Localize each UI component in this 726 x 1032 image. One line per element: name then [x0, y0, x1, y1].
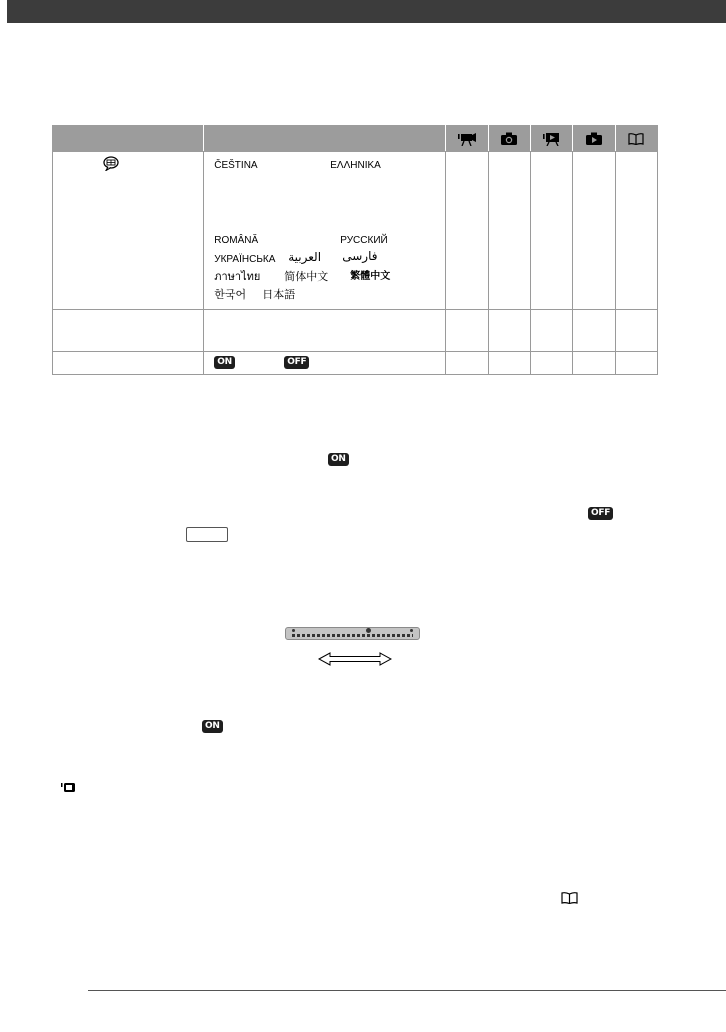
- header-photo-playback: [573, 126, 615, 152]
- table-header-row: [53, 126, 658, 152]
- header-movie-mode: [446, 126, 488, 152]
- language-option: ภาษาไทย: [214, 271, 261, 283]
- language-option: ROMÂNĂ: [214, 235, 259, 246]
- header-reference: [615, 126, 657, 152]
- movie-playback-icon: [543, 132, 561, 146]
- header-options-cell: [204, 126, 446, 152]
- scale-marker: [292, 629, 295, 632]
- photo-playback-icon: [586, 132, 602, 145]
- footer-rule: [88, 990, 726, 991]
- settings-table: [52, 125, 658, 375]
- language-option: 한국어: [214, 288, 247, 301]
- header-camera-mode: [488, 126, 530, 152]
- header-movie-playback: [530, 126, 572, 152]
- language-item-cell: [53, 152, 204, 310]
- language-option: العربية: [288, 250, 322, 264]
- language-option: РУССКИЙ: [340, 235, 388, 246]
- language-options-cell: [204, 152, 446, 310]
- speech-bubble-icon: [103, 156, 119, 171]
- scale-center-marker: [366, 628, 371, 633]
- on-badge: ON: [202, 720, 223, 733]
- language-option: ΕΛΛΗΝΙΚΑ: [330, 160, 381, 171]
- scale-marker: [410, 629, 413, 632]
- book-icon: [628, 133, 644, 145]
- language-option: 简体中文: [284, 270, 329, 283]
- movie-mode-icon: [458, 132, 476, 146]
- off-badge: OFF: [284, 356, 309, 369]
- on-badge: ON: [214, 356, 235, 369]
- double-arrow-icon: [318, 652, 392, 666]
- book-icon: [561, 892, 578, 904]
- setting-row-on-off: [53, 352, 658, 375]
- language-option: 繁體中文: [350, 271, 391, 282]
- language-option: 日本語: [262, 288, 296, 301]
- scale-ticks: [292, 634, 413, 637]
- language-option: УКРАЇНСЬКА: [214, 254, 276, 265]
- language-row: [53, 152, 658, 310]
- header-item-cell: [53, 126, 204, 152]
- language-option: فارسی: [342, 249, 378, 263]
- movie-mode-icon: [61, 783, 75, 792]
- camera-icon: [501, 132, 517, 145]
- language-option: ČEŠTINA: [214, 160, 258, 171]
- blank-button-icon: [186, 527, 228, 542]
- top-title-bar: [7, 0, 726, 23]
- setting-row: [53, 310, 658, 352]
- level-scale-bar: [285, 627, 420, 640]
- on-badge: ON: [328, 453, 349, 466]
- off-badge: OFF: [588, 507, 613, 520]
